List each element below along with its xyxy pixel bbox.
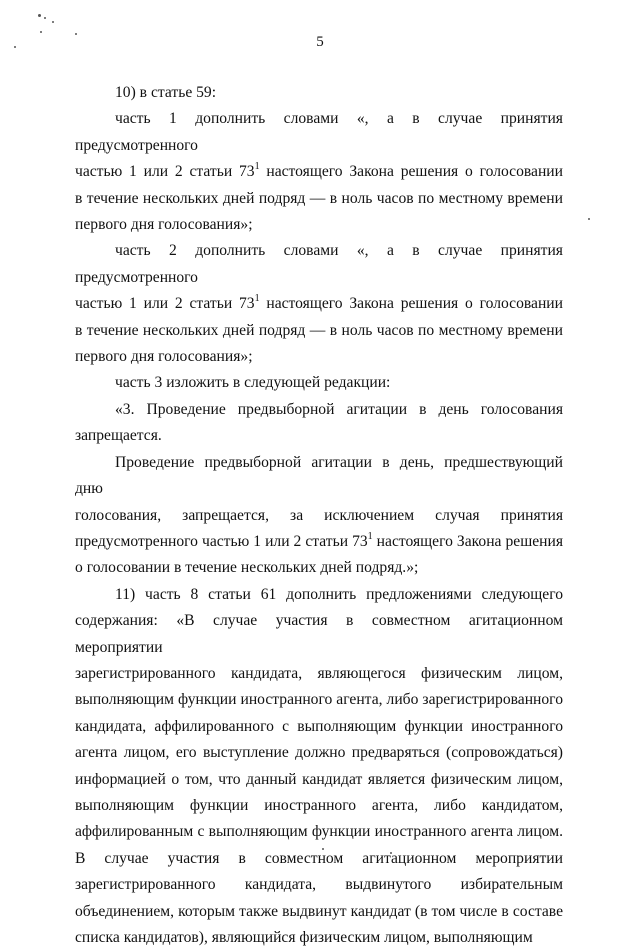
paragraph-part-1 xyxy=(75,106,563,238)
text-run: частью 1 или 2 статьи 73 xyxy=(75,163,255,181)
text-run: настоящего Закона решения о голосовании xyxy=(259,295,563,313)
text-line: первого дня голосования»; xyxy=(75,216,253,234)
text-line: Проведение предвыборной агитации в день, предшествующий дню xyxy=(75,453,563,498)
text-line: первого дня голосования»; xyxy=(75,348,253,366)
scan-speck xyxy=(40,31,42,33)
text-line: голосования, запрещается, за исключением случая принятия xyxy=(75,506,563,524)
paragraph-quote-3b xyxy=(75,450,563,582)
page-number: 5 xyxy=(316,34,324,50)
text-run: настоящего Закона решения xyxy=(372,532,563,550)
text-line: в течение нескольких дней подряд — в ноль часов по местному времени xyxy=(75,189,563,207)
text-line: списка кандидатов), являющийся физическим лицом, выполняющим xyxy=(75,929,533,946)
text-line: 11) часть 8 статьи 61 дополнить предложениями следующего xyxy=(115,585,563,603)
paragraph-item-11 xyxy=(75,582,563,951)
text-line: аффилированным с выполняющим функции иностранного агента лицом. xyxy=(75,823,563,841)
superscript: 1 xyxy=(367,530,373,542)
paragraph-part-3 xyxy=(75,370,563,396)
text-line: запрещается. xyxy=(75,427,162,445)
scan-speck xyxy=(52,21,54,23)
paragraph-item-10 xyxy=(75,80,563,106)
text-line: кандидата, аффилированного с выполняющим функции иностранного xyxy=(75,717,563,735)
text-line: часть 3 изложить в следующей редакции: xyxy=(115,374,391,392)
text-run: частью 1 или 2 статьи 73 xyxy=(75,295,255,313)
text-line: выполняющим функции иностранного агента, либо кандидатом, xyxy=(75,796,563,814)
paragraph-quote-3 xyxy=(75,397,563,450)
text-line: агента лицом, его выступление должно предваряться (сопровождаться) xyxy=(75,744,563,762)
scan-speck xyxy=(44,17,46,19)
text-line: В случае участия в совместном агитационном мероприятии xyxy=(75,849,563,867)
text-line: зарегистрированного кандидата, выдвинутого избирательным xyxy=(75,876,563,894)
superscript: 1 xyxy=(254,161,260,173)
text-line: объединением, которым также выдвинут кандидат (в том числе в составе xyxy=(75,902,563,920)
scan-speck xyxy=(14,46,16,48)
text-line: «3. Проведение предвыборной агитации в день голосования xyxy=(115,400,563,418)
scan-speck xyxy=(38,14,41,17)
text-line: часть 2 дополнить словами «, а в случае принятия предусмотренного xyxy=(75,242,563,286)
text-line xyxy=(75,529,563,555)
text-line xyxy=(75,159,563,185)
document-body xyxy=(75,80,563,951)
text-line: 10) в статье 59: xyxy=(115,84,217,101)
text-line: о голосовании в течение нескольких дней подряд.»; xyxy=(75,559,419,577)
text-run: предусмотренного частью 1 или 2 статьи 73 xyxy=(75,532,368,550)
scan-speck xyxy=(588,218,590,220)
text-line xyxy=(75,291,563,317)
text-run: настоящего Закона решения о голосовании xyxy=(259,163,563,181)
text-line: содержания: «В случае участия в совместном агитационном мероприятии xyxy=(75,612,563,656)
text-line: зарегистрированного кандидата, являющегося физическим лицом, xyxy=(75,664,563,682)
scan-speck xyxy=(75,33,77,35)
paragraph-part-2 xyxy=(75,238,563,370)
text-line: выполняющим функции иностранного агента, либо зарегистрированного xyxy=(75,691,563,709)
superscript: 1 xyxy=(254,293,260,305)
text-line: информацией о том, что данный кандидат является физическим лицом, xyxy=(75,770,563,788)
text-line: часть 1 дополнить словами «, а в случае принятия предусмотренного xyxy=(75,110,563,154)
text-line: в течение нескольких дней подряд — в ноль часов по местному времени xyxy=(75,321,563,339)
